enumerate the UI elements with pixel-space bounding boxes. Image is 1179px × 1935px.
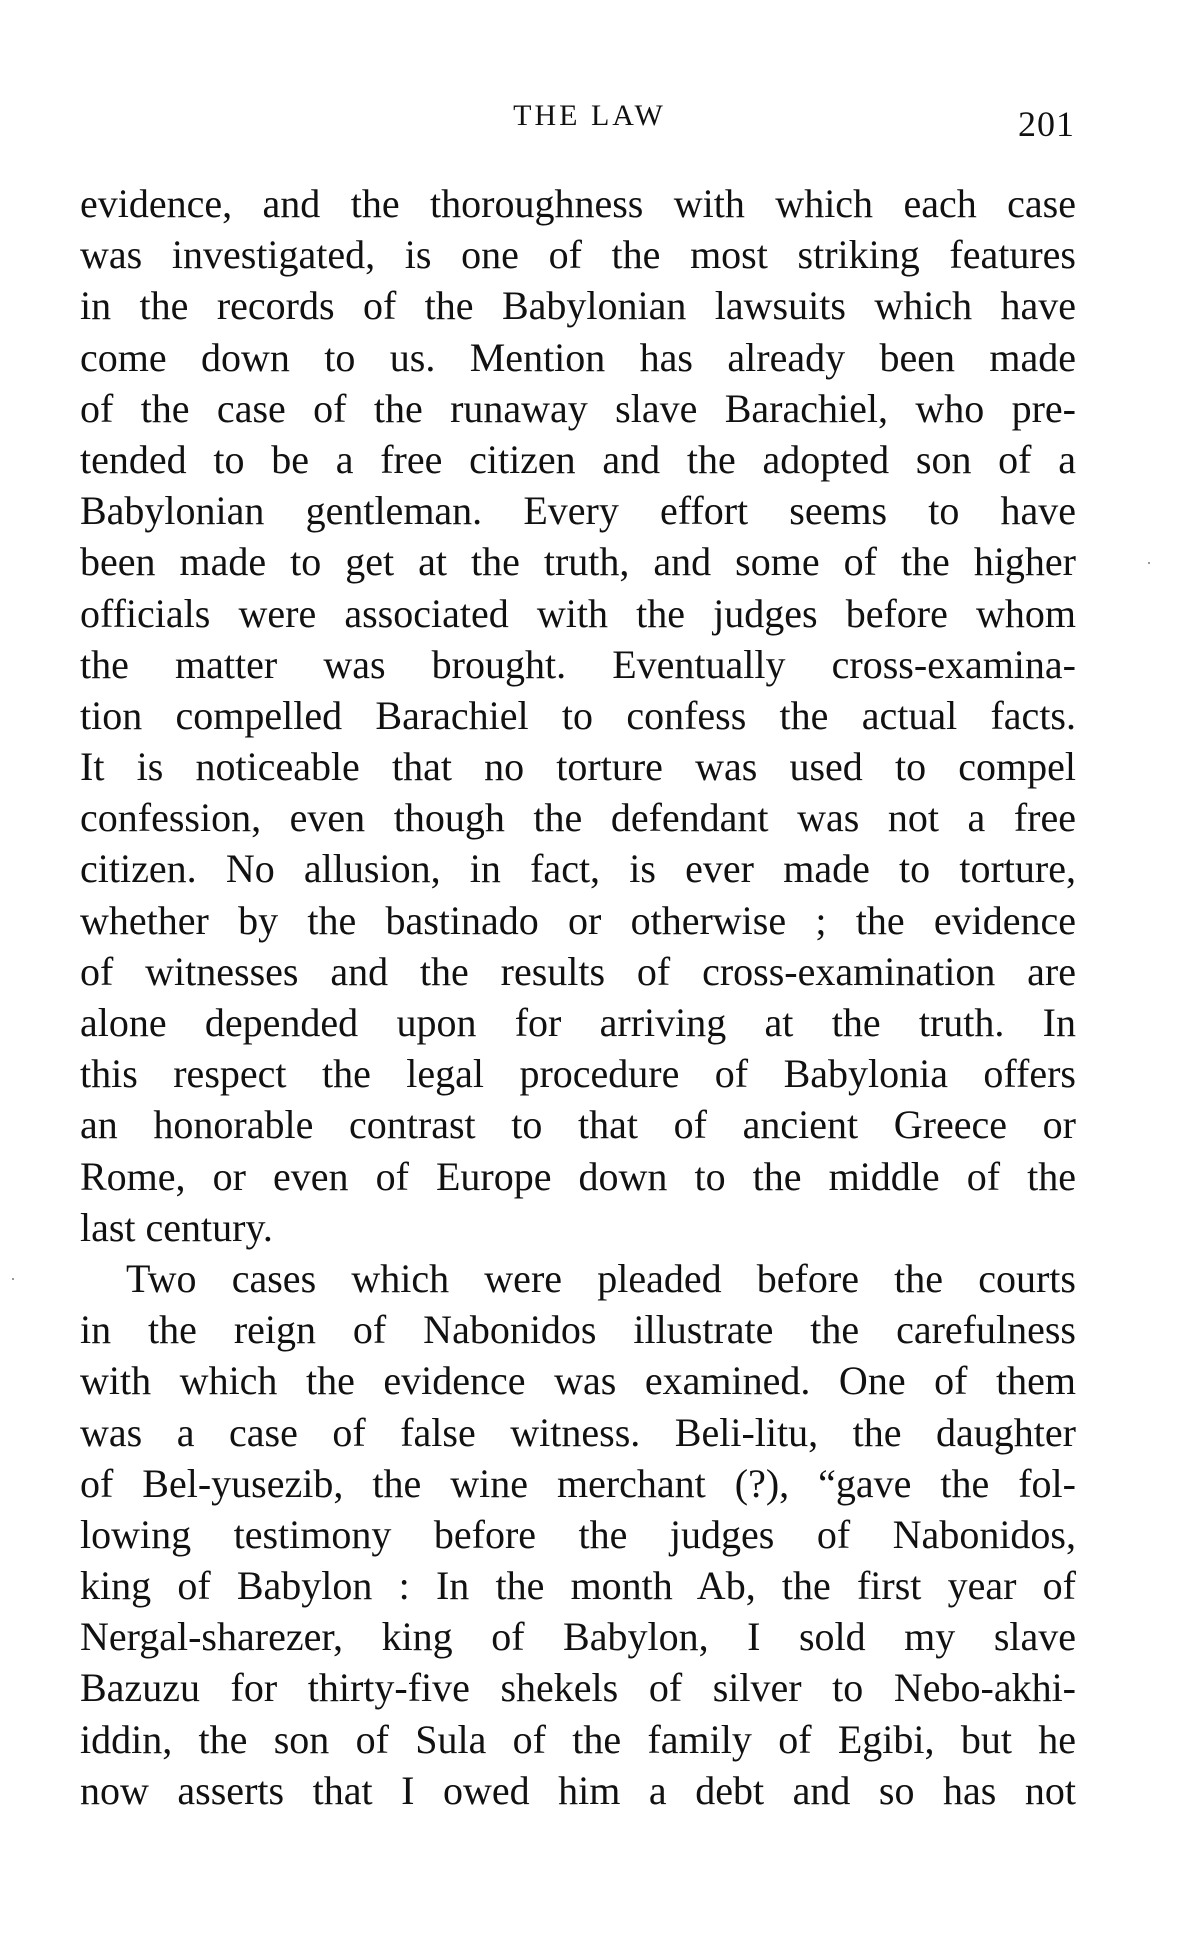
text-line: was investigated, is one of the most striking features bbox=[80, 232, 1076, 278]
text-line: king of Babylon : In the month Ab, the first year of bbox=[80, 1563, 1076, 1609]
paragraph-2 bbox=[80, 1253, 1076, 1816]
text-line: in the records of the Babylonian lawsuits which have bbox=[80, 283, 1076, 329]
text-line: citizen. No allusion, in fact, is ever made to torture, bbox=[80, 846, 1076, 892]
text-line: Bazuzu for thirty-five shekels of silver to Nebo-akhi- bbox=[80, 1665, 1076, 1711]
text-line: of the case of the runaway slave Barachiel, who pre- bbox=[80, 385, 1076, 431]
text-line: with which the evidence was examined. One of them bbox=[80, 1358, 1076, 1404]
text-line: confession, even though the defendant was not a free bbox=[80, 795, 1076, 841]
text-line: Rome, or even of Europe down to the middle of the bbox=[80, 1153, 1076, 1199]
text-line: tion compelled Barachiel to confess the actual facts. bbox=[80, 692, 1076, 738]
text-line: tended to be a free citizen and the adopted son of a bbox=[80, 436, 1076, 482]
text-line: iddin, the son of Sula of the family of Egibi, but he bbox=[80, 1716, 1076, 1762]
text-line: was a case of false witness. Beli-litu, the daughter bbox=[80, 1409, 1076, 1455]
running-head bbox=[0, 96, 1179, 144]
body-text bbox=[80, 178, 1076, 1816]
text-line: this respect the legal procedure of Babylonia offers bbox=[80, 1051, 1076, 1097]
text-line: evidence, and the thoroughness with which each case bbox=[80, 181, 1076, 226]
text-line: Babylonian gentleman. Every effort seems to have bbox=[80, 488, 1076, 534]
text-line: last century. bbox=[80, 1204, 273, 1250]
text-line: of Bel-yusezib, the wine merchant (?), “gave the fol- bbox=[80, 1460, 1076, 1506]
text-line: Nergal-sharezer, king of Babylon, I sold my slave bbox=[80, 1614, 1076, 1660]
text-line: officials were associated with the judges before whom bbox=[80, 590, 1076, 636]
text-line: of witnesses and the results of cross-examination are bbox=[80, 948, 1076, 994]
text-line: whether by the bastinado or otherwise ; the evidence bbox=[80, 897, 1076, 943]
text-line: alone depended upon for arriving at the truth. In bbox=[80, 1000, 1076, 1045]
page-number: 201 bbox=[1018, 104, 1075, 144]
text-line: lowing testimony before the judges of Nabonidos, bbox=[80, 1511, 1076, 1557]
text-line: an honorable contrast to that of ancient Greece or bbox=[80, 1102, 1076, 1148]
running-title: THE LAW bbox=[513, 99, 666, 132]
scan-speck bbox=[12, 1278, 14, 1280]
text-line: been made to get at the truth, and some of the higher bbox=[80, 539, 1076, 585]
text-line: It is noticeable that no torture was used to compel bbox=[80, 744, 1076, 790]
text-line: Two cases which were pleaded before the courts bbox=[126, 1255, 1076, 1301]
text-line: in the reign of Nabonidos illustrate the carefulness bbox=[80, 1307, 1076, 1353]
scan-speck bbox=[1148, 562, 1150, 564]
text-line: the matter was brought. Eventually cross-examina- bbox=[80, 641, 1076, 687]
text-line: come down to us. Mention has already been made bbox=[80, 334, 1076, 380]
text-line: now asserts that I owed him a debt and so has not bbox=[80, 1767, 1076, 1813]
paragraph-1 bbox=[80, 178, 1076, 1253]
